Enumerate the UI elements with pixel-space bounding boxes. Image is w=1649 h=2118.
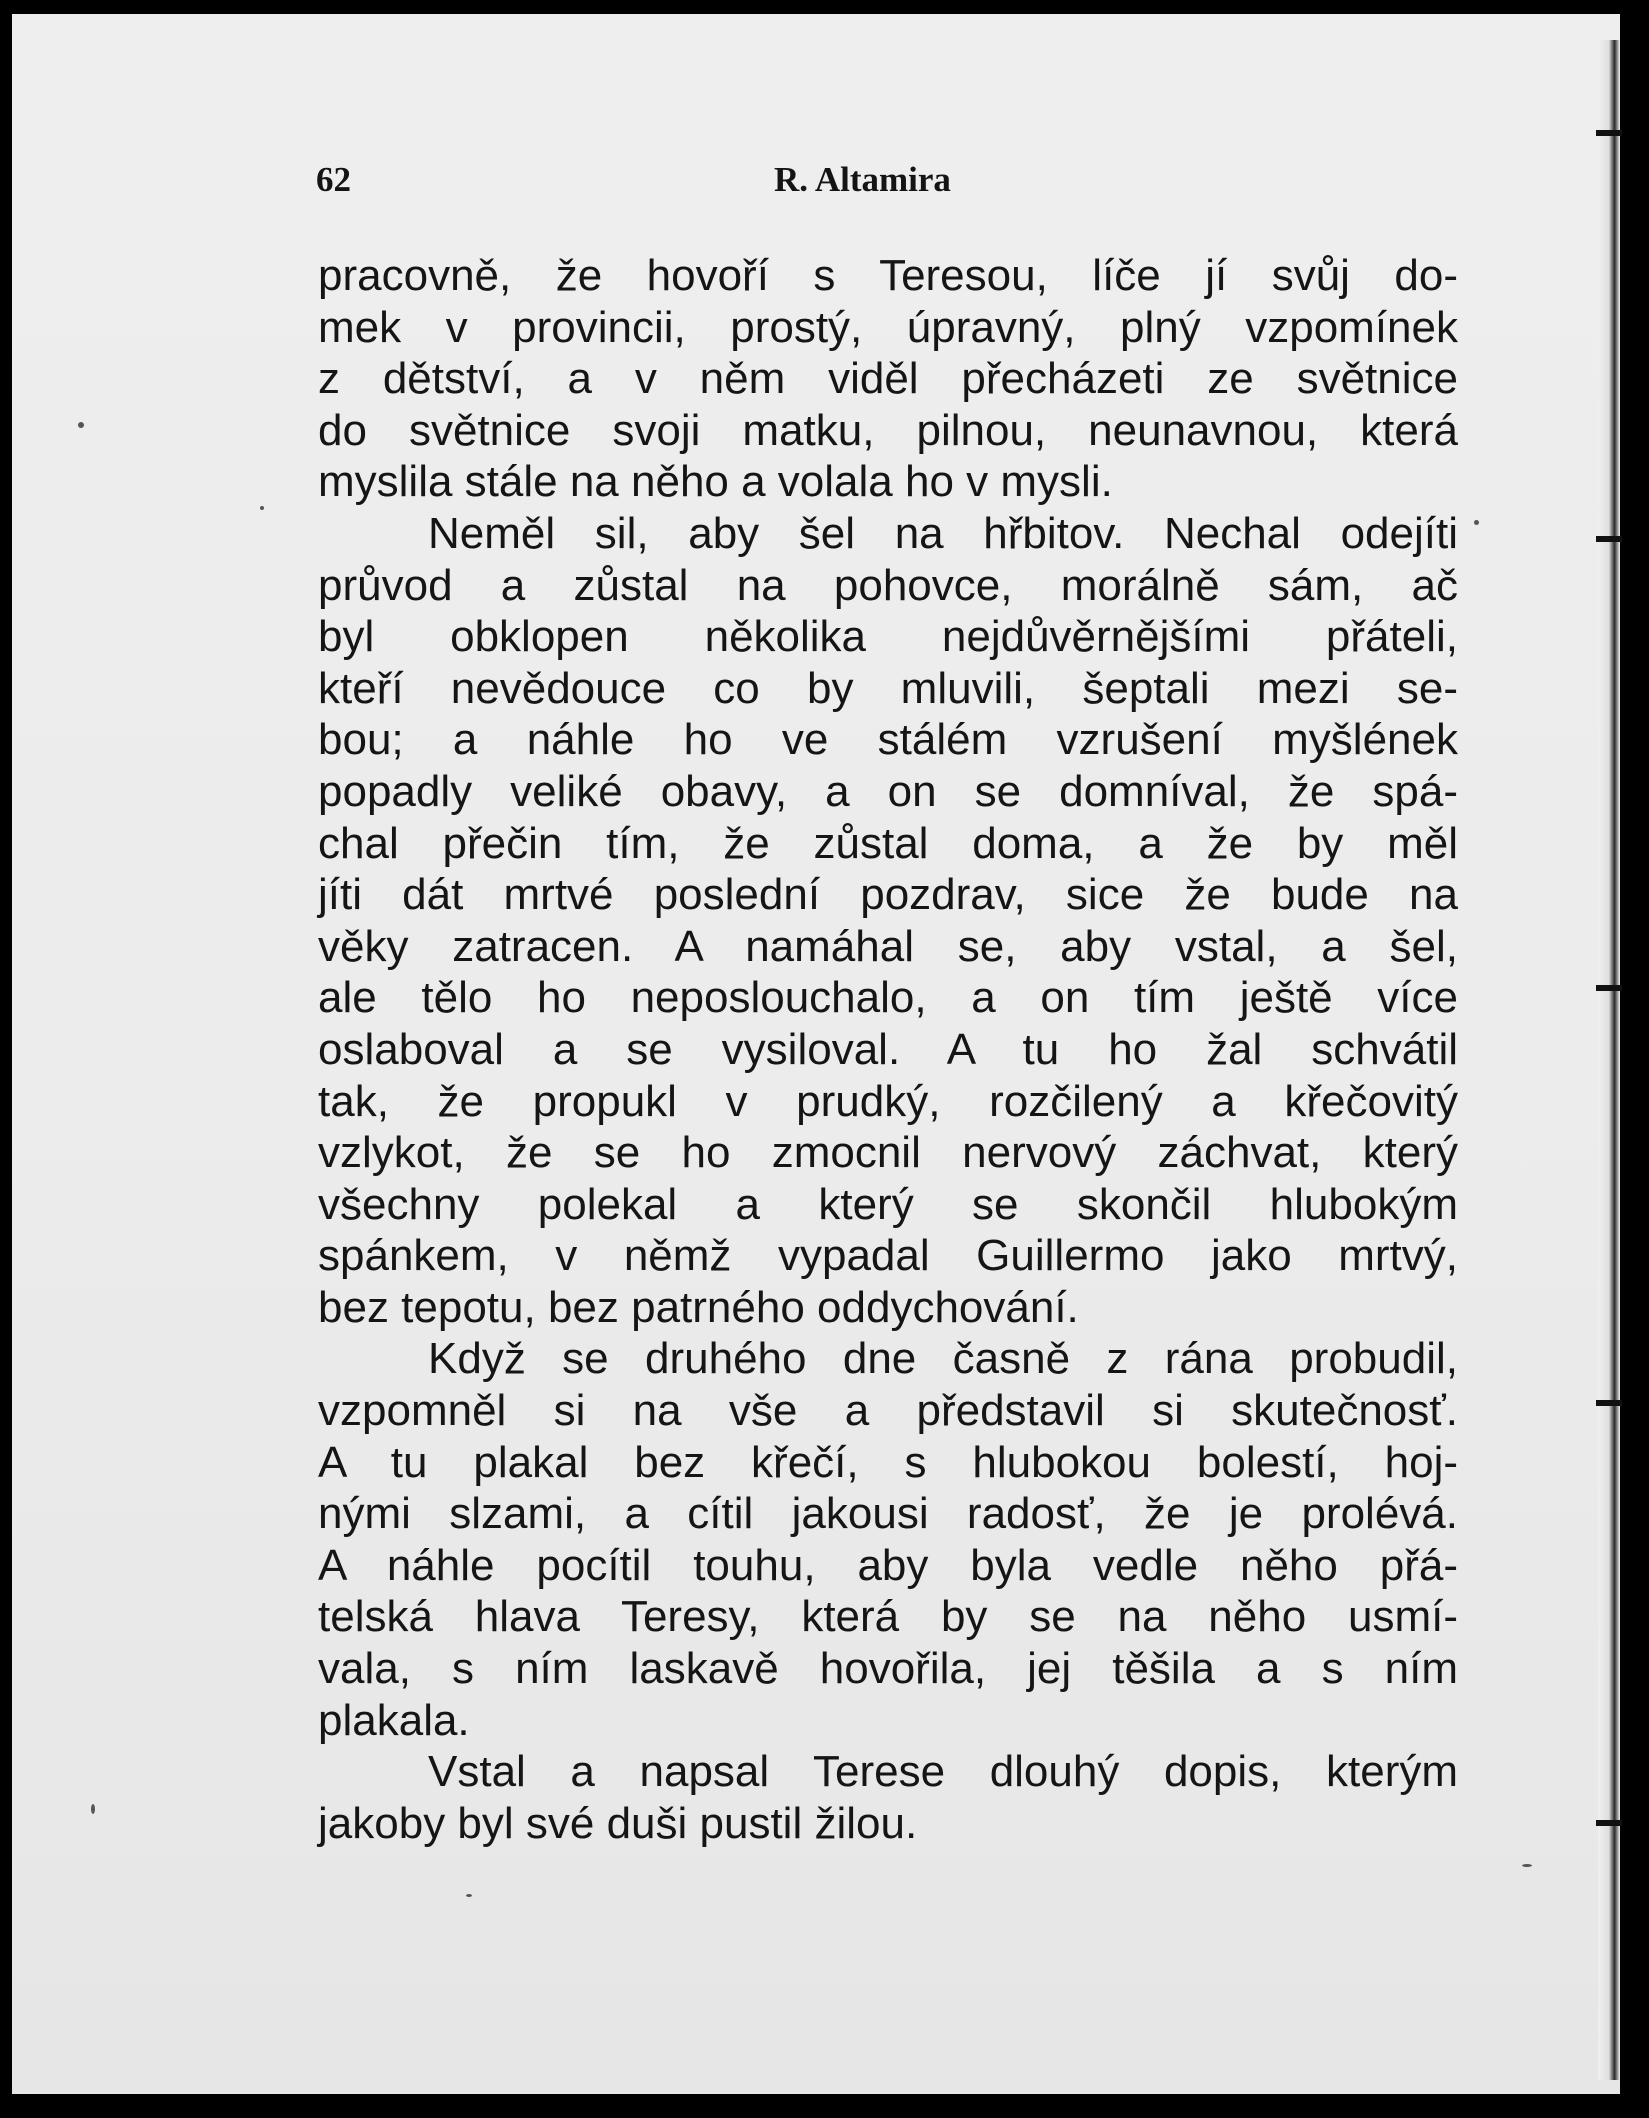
text-line: vzpomněl si na vše a představil si skutečnosť. (318, 1386, 1458, 1436)
text-line: průvod a zůstal na pohovce, morálně sám, ač (318, 560, 1458, 610)
dust-speck (91, 1804, 95, 1814)
text-line: nými slzami, a cítil jakousi radosť, že je prolévá. (318, 1489, 1458, 1539)
text-line: pracovně, že hovoří s Teresou, líče jí svůj do- (318, 251, 1458, 300)
book-spine-edge (1598, 40, 1620, 2080)
page-number: 62 (316, 160, 351, 199)
text-line: mek v provincii, prostý, úpravný, plný vzpomínek (318, 302, 1458, 352)
paragraph (318, 508, 1458, 1334)
text-line: Neměl sil, aby šel na hřbitov. Nechal odejíti (428, 508, 1458, 558)
text-line: plakala. (318, 1695, 470, 1745)
text-line: bou; a náhle ho ve stálém vzrušení myšlének (318, 715, 1458, 765)
text-line: jíti dát mrtvé poslední pozdrav, sice že bude na (318, 870, 1458, 920)
text-line: myslila stále na něho a volala ho v mysli. (318, 457, 1113, 507)
text-line: věky zatracen. A namáhal se, aby vstal, a šel, (318, 921, 1458, 971)
text-line: z dětství, a v něm viděl přecházeti ze světnice (318, 354, 1458, 404)
text-line: oslaboval a se vysiloval. A tu ho žal schvátil (318, 1024, 1458, 1074)
dust-speck (1474, 520, 1479, 525)
text-line: telská hlava Teresy, která by se na něho usmí- (318, 1592, 1458, 1642)
text-line: Když se druhého dne časně z rána probudil, (428, 1334, 1458, 1384)
paragraph (318, 250, 1458, 508)
text-line: bez tepotu, bez patrného oddychování. (318, 1282, 1079, 1332)
paragraph (318, 1333, 1458, 1746)
paper-sheet (12, 14, 1620, 2094)
text-line: spánkem, v němž vypadal Guillermo jako mrtvý, (318, 1231, 1458, 1281)
text-line: všechny polekal a který se skončil hlubokým (318, 1179, 1458, 1229)
paragraph (318, 1746, 1458, 1849)
dust-speck (260, 506, 264, 510)
text-line: Vstal a napsal Terese dlouhý dopis, kterým (428, 1747, 1458, 1797)
dust-speck (78, 422, 84, 428)
text-line: vzlykot, že se ho zmocnil nervový záchvat, který (318, 1128, 1458, 1178)
dust-speck (466, 1894, 472, 1897)
text-line: vala, s ním laskavě hovořila, jej těšila a s ním (318, 1644, 1458, 1694)
text-line: do světnice svoji matku, pilnou, neunavnou, která (318, 405, 1458, 455)
text-line: chal přečin tím, že zůstal doma, a že by měl (318, 818, 1458, 868)
text-line: jakoby byl své duši pustil žilou. (318, 1798, 918, 1848)
text-line: A náhle pocítil touhu, aby byla vedle něho přá- (318, 1540, 1458, 1590)
running-title: R. Altamira (774, 160, 951, 199)
text-line: popadly veliké obavy, a on se domníval, že spá- (318, 766, 1458, 816)
page-header (316, 160, 1456, 210)
binding-mark (1596, 985, 1622, 991)
binding-mark (1596, 130, 1622, 136)
text-line: ale tělo ho neposlouchalo, a on tím ještě více (318, 973, 1458, 1023)
text-line: kteří nevědouce co by mluvili, šeptali mezi se- (318, 663, 1458, 713)
text-line: byl obklopen několika nejdůvěrnějšími přáteli, (318, 612, 1458, 662)
body-text (318, 250, 1458, 1849)
text-line: A tu plakal bez křečí, s hlubokou bolestí, hoj- (318, 1437, 1458, 1487)
binding-mark (1596, 1400, 1622, 1406)
dust-speck (1522, 1864, 1532, 1867)
binding-mark (1596, 536, 1622, 542)
binding-mark (1596, 1820, 1622, 1826)
text-line: tak, že propukl v prudký, rozčilený a křečovitý (318, 1076, 1458, 1126)
